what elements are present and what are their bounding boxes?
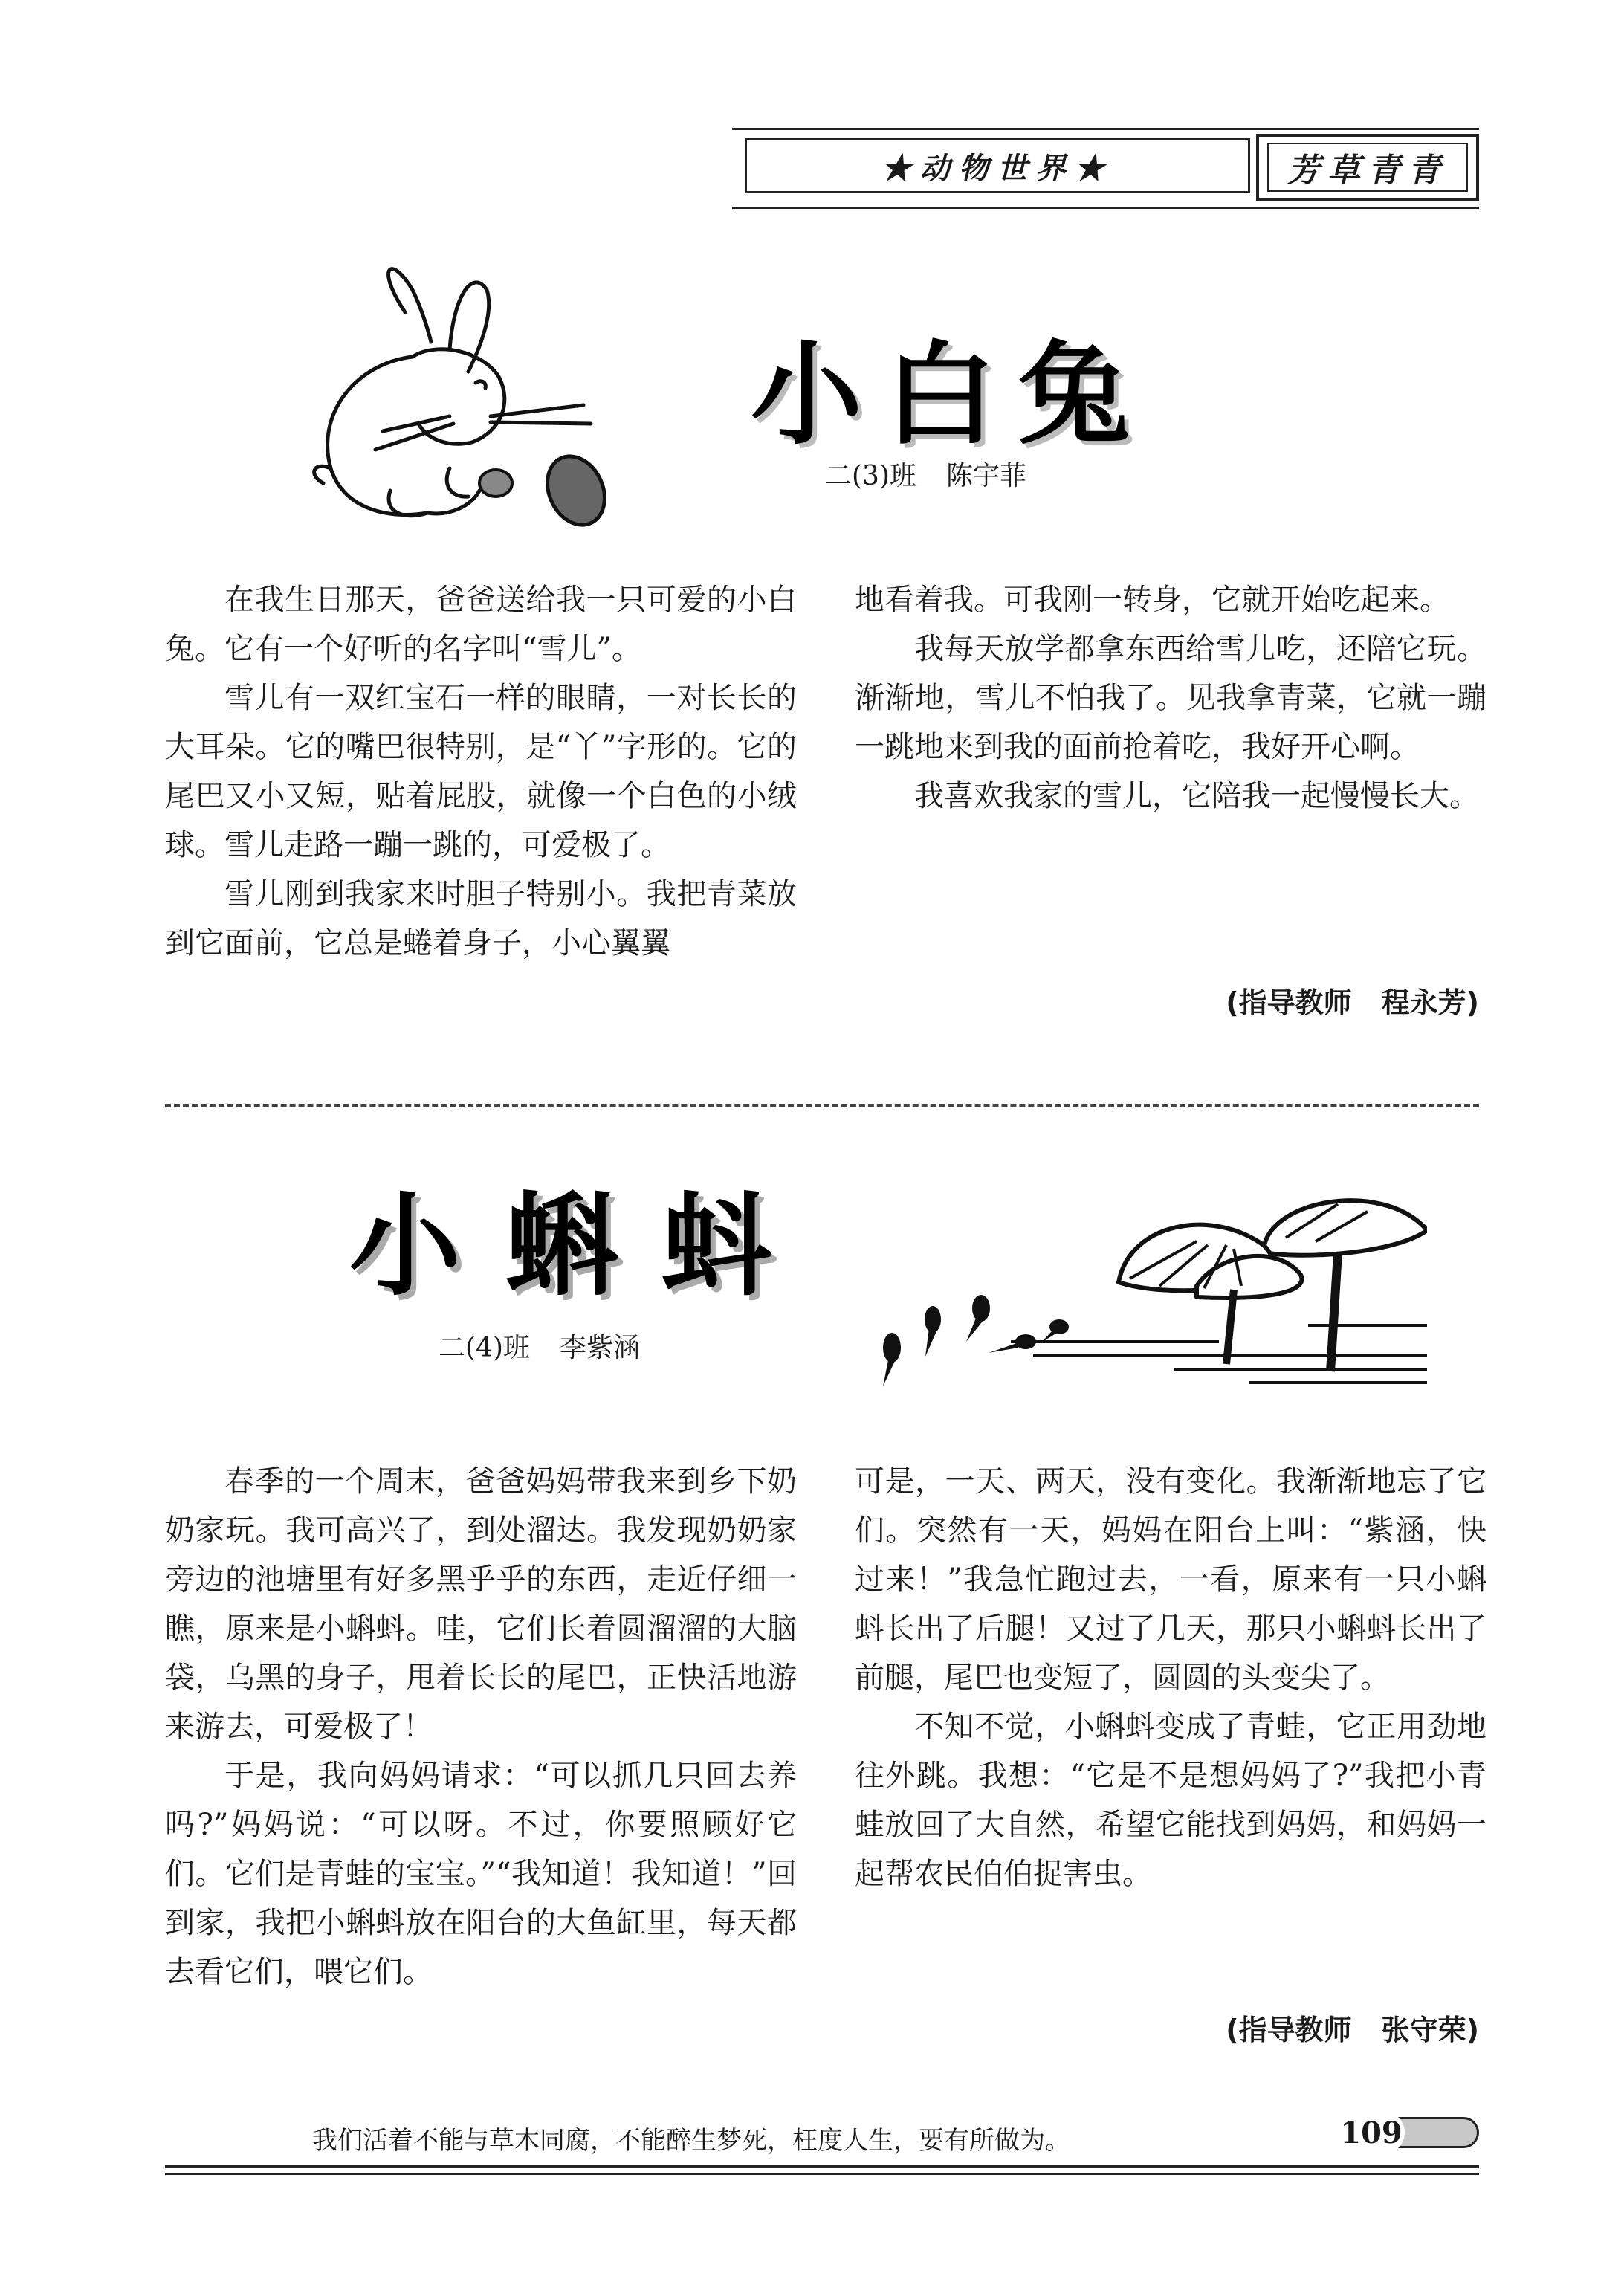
- footer-motto: 我们活着不能与草木同腐，不能醉生梦死，枉度人生，要有所做为。: [312, 2126, 1070, 2156]
- paragraph: 不知不觉，小蝌蚪变成了青蛙，它正用劲地往外跳。我想：“它是不是想妈妈了?”我把小青蛙放回了大自然，希望它能找到妈妈，和妈妈一起帮农民伯伯捉害虫。: [855, 1710, 1486, 1891]
- paragraph: 在我生日那天，爸爸送给我一只可爱的小白兔。它有一个好听的名字叫“雪儿”。: [165, 583, 797, 666]
- column-label-box: [1256, 134, 1479, 201]
- byline-class: 二(4)班: [439, 1333, 530, 1363]
- teacher-label: (指导教师: [1226, 2014, 1352, 2046]
- paragraph: 我每天放学都拿东西给雪儿吃，还陪它玩。渐渐地，雪儿不怕我了。见我拿青菜，它就一蹦一跳地来到我的面前抢着吃，我好开心啊。: [855, 632, 1486, 764]
- teacher-credit-tadpole: [1226, 2007, 1479, 2048]
- article-tadpole-column-left: [165, 1457, 797, 1997]
- paragraph: 于是，我向妈妈请求：“可以抓几只回去养吗?”妈妈说：“可以呀。不过，你要照顾好它们。它们是青蛙的宝宝。”“我知道！我知道！”回到家，我把小蝌蚪放在阳台的大鱼缸里，每天都去看它们，喂它们。: [165, 1759, 797, 1989]
- article-tadpole-column-right: [855, 1457, 1486, 1898]
- paragraph: 雪儿有一双红宝石一样的眼睛，一对长长的大耳朵。它的嘴巴很特别，是“丫”字形的。它的尾巴又小又短，贴着屁股，就像一个白色的小绒球。雪儿走路一蹦一跳的，可爱极了。: [165, 681, 797, 862]
- byline-author: 陈宇菲: [946, 461, 1027, 491]
- paragraph: 春季的一个周末，爸爸妈妈带我来到乡下奶奶家玩。我可高兴了，到处溜达。我发现奶奶家旁边的池塘里有好多黑乎乎的东西，走近仔细一瞧，原来是小蝌蚪。哇，它们长着圆溜溜的大脑袋，乌黑的身子，甩着长长的尾巴，正快活地游来游去，可爱极了！: [165, 1464, 797, 1744]
- paragraph: 可是，一天、两天，没有变化。我渐渐地忘了它们。突然有一天，妈妈在阳台上叫：“紫涵，快过来！”我急忙跑过去，一看，原来有一只小蝌蚪长出了后腿！又过了几天，那只小蝌蚪长出了前腿，尾巴也变短了，圆圆的头变尖了。: [855, 1464, 1486, 1695]
- article-rabbit-column-left: [165, 575, 797, 968]
- header-rule-bottom: [732, 207, 1479, 209]
- rabbit-illustration: [301, 245, 680, 539]
- paragraph: 我喜欢我家的雪儿，它陪我一起慢慢长大。: [914, 779, 1479, 813]
- header-rule-top: [732, 128, 1479, 130]
- article-title-rabbit: 小白兔: [751, 331, 1153, 460]
- article-rabbit-column-right: [855, 575, 1486, 821]
- article-byline-tadpole: [439, 1327, 640, 1365]
- paragraph: 雪儿刚到我家来时胆子特别小。我把青菜放到它面前，它总是蜷着身子，小心翼翼: [165, 877, 797, 960]
- teacher-credit-rabbit: [1226, 980, 1479, 1021]
- article-title-tadpole: 小蝌蚪: [349, 1182, 818, 1311]
- teacher-name: 张守荣): [1381, 2014, 1479, 2046]
- byline-author: 李紫涵: [560, 1333, 641, 1363]
- byline-class: 二(3)班: [825, 461, 916, 491]
- footer-rule-thin: [165, 2173, 1479, 2175]
- footer-rule-thick: [165, 2165, 1479, 2168]
- paragraph: 地看着我。可我刚一转身，它就开始吃起来。: [855, 583, 1449, 617]
- tadpoles-lotus-illustration: [862, 1171, 1427, 1394]
- article-byline-rabbit: [825, 455, 1026, 493]
- section-label: ★动物世界★: [745, 138, 1250, 193]
- teacher-label: (指导教师: [1226, 986, 1352, 1019]
- article-divider: [165, 1104, 1479, 1107]
- teacher-name: 程永芳): [1381, 986, 1479, 1019]
- page-number: 109: [1338, 2111, 1405, 2154]
- column-label: 芳草青青: [1267, 143, 1468, 192]
